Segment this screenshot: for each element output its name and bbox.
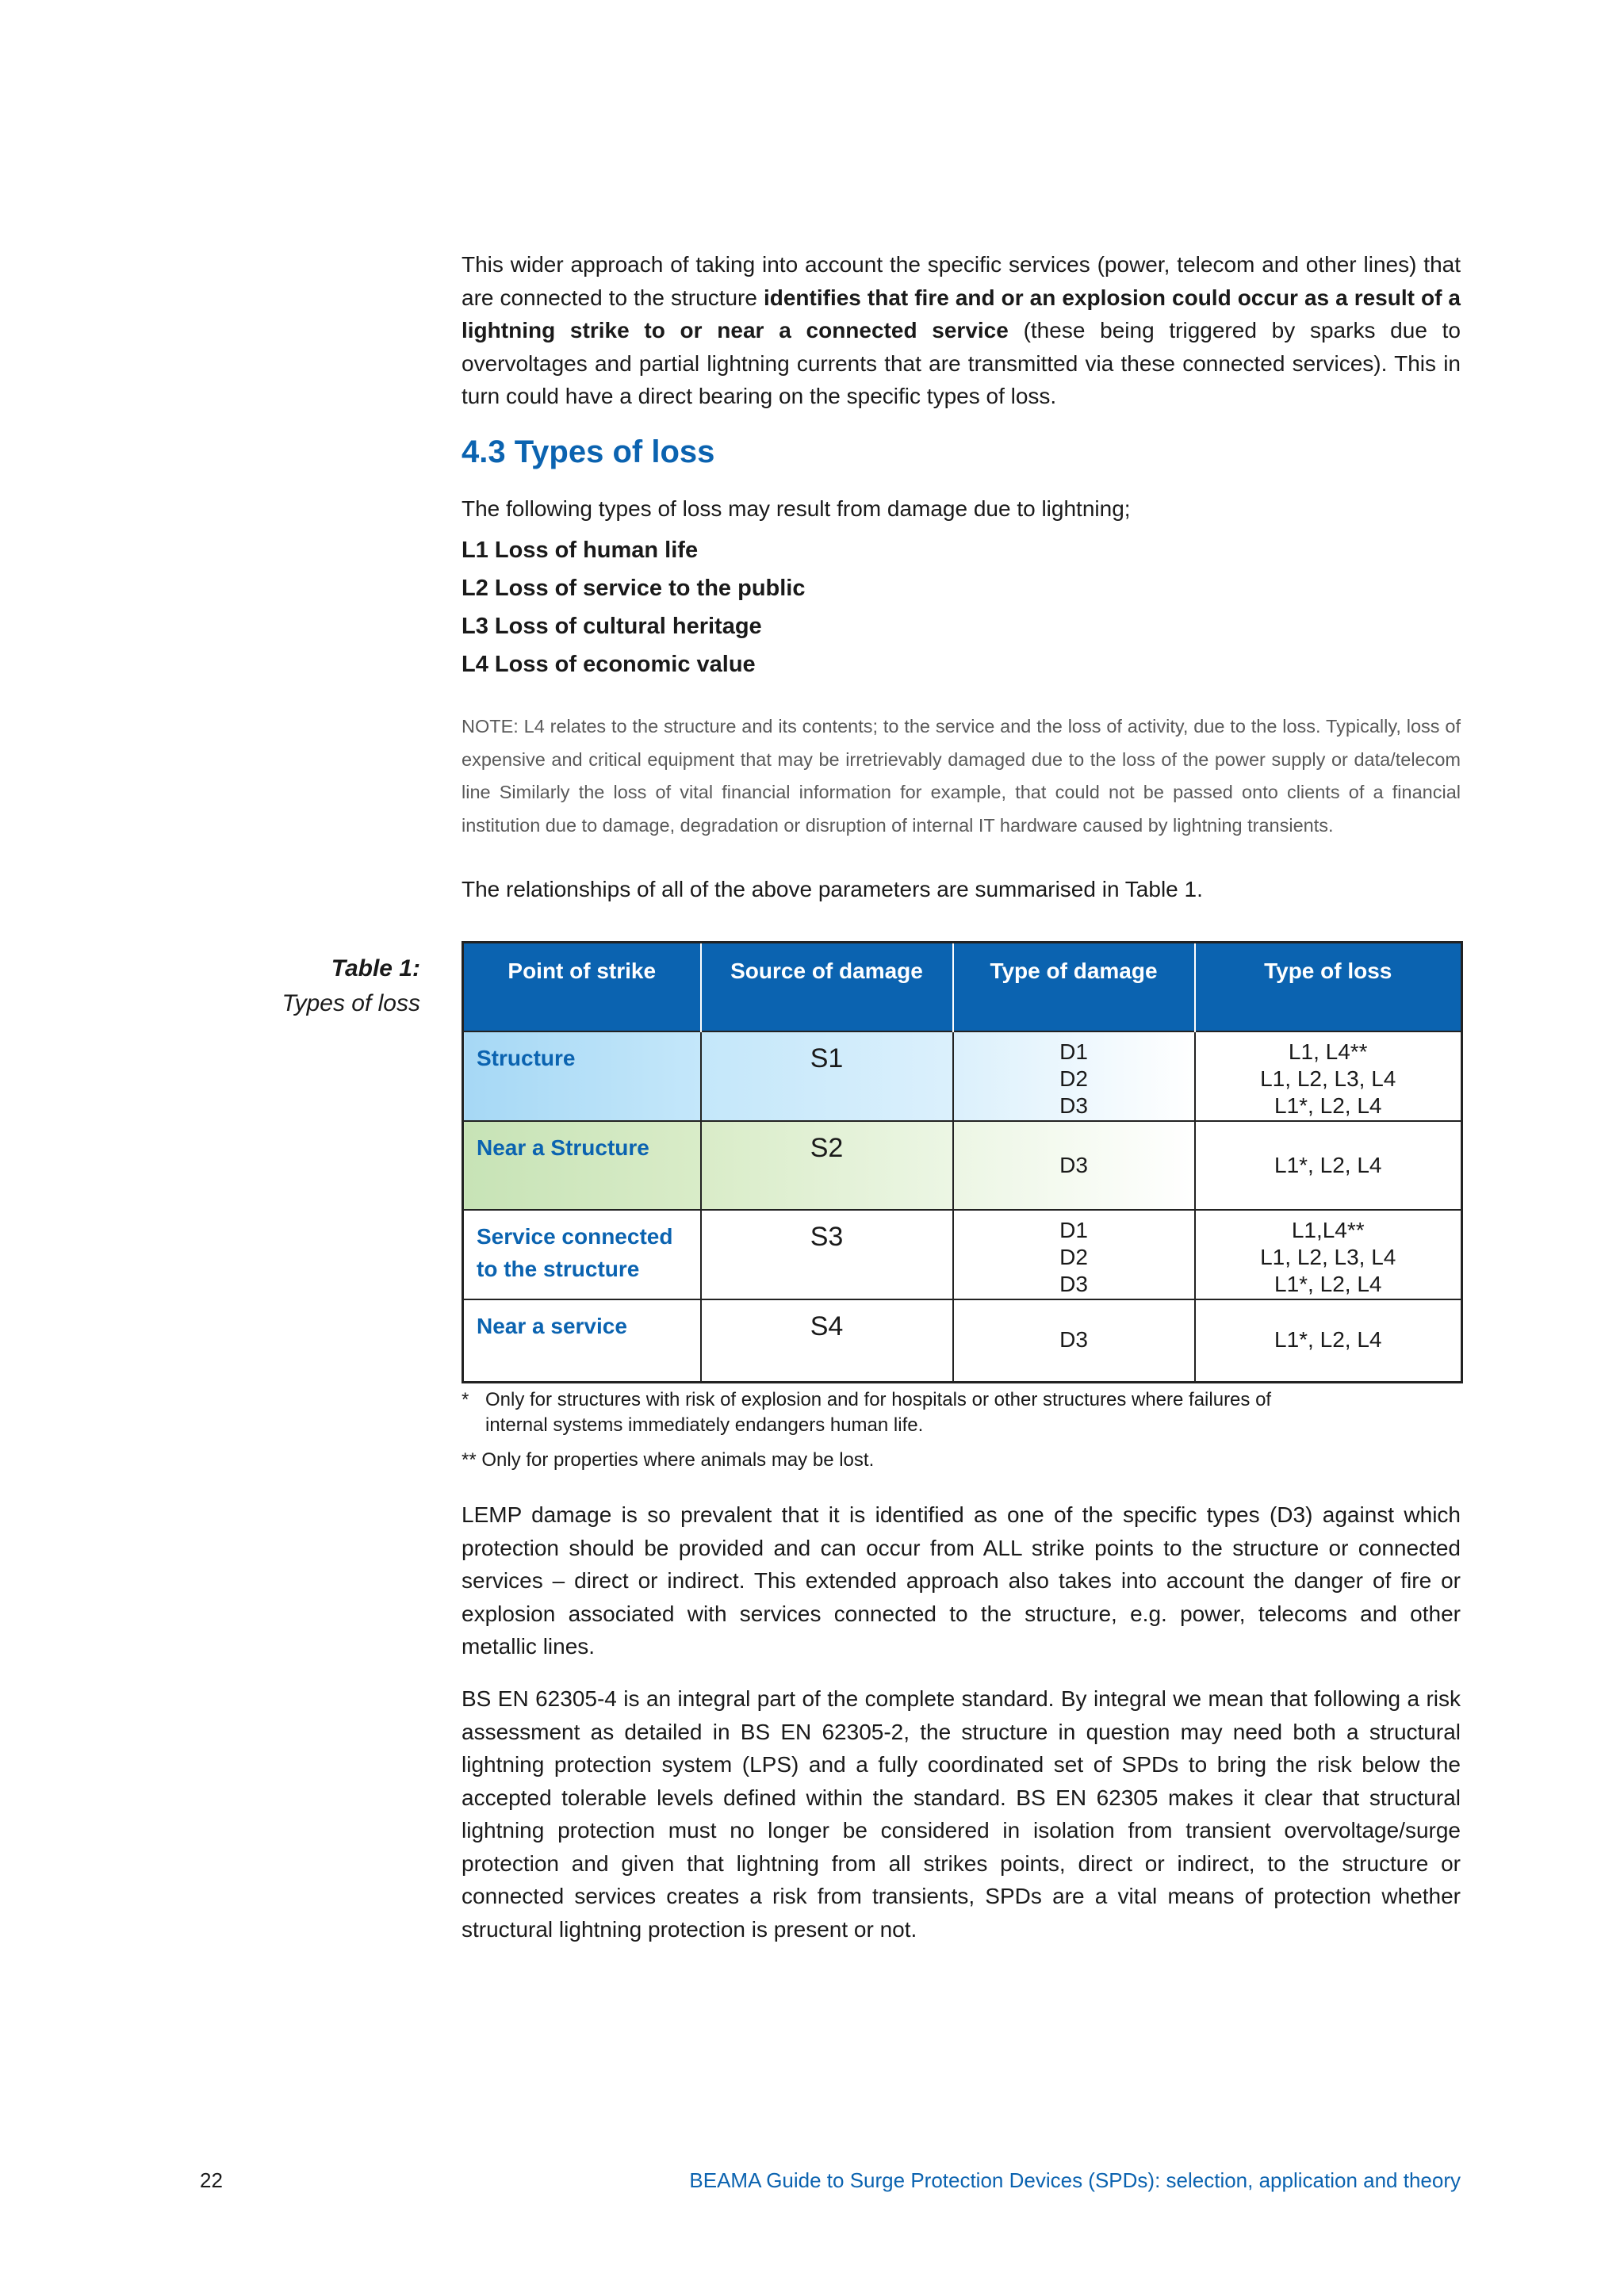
page-number: 22 [200,2168,223,2192]
type-of-damage-cell: D1 D2 D3 [953,1031,1195,1121]
table-row [463,1121,1462,1210]
header-type-of-loss: Type of loss [1195,943,1462,1032]
table-row [463,1210,1462,1299]
footer-title: BEAMA Guide to Surge Protection Devices (SPDs): selection, application and theory [689,2168,1461,2192]
intro-bold-text: identifies that fire and or an explosion could occur as a result of a lightning strike to or near a connected service [462,285,1461,342]
type-of-loss-cell: L1*, L2, L4 [1195,1299,1462,1382]
table-caption-title: Types of loss [282,990,420,1016]
table-row [463,1031,1462,1121]
point-of-strike-cell: Service connected to the structure [463,1210,701,1299]
point-of-strike-cell: Near a Structure [463,1121,701,1210]
bs-en-paragraph: BS EN 62305-4 is an integral part of the complete standard. By integral we mean that following a risk assessment as detailed in BS EN 62305-2, the structure in question may need both a structural lightning protection system (LPS) and a fully coordinated set of SPDs to bring the risk below the accepted tolerable levels defined within the standard. BS EN 62305 makes it clear that structural lightning protection must no longer be considered in isolation from transient overvoltage/surge protection and given that lightning from all strikes points, direct or indirect, to the structure or connected services creates a risk from transients, SPDs are a vital means of protection whether structural lightning protection is present or not. [462,1686,1461,1942]
loss-type-l3: L3 Loss of cultural heritage [462,614,762,639]
header-source-of-damage: Source of damage [701,943,953,1032]
section-title: 4.3 Types of loss [462,434,715,469]
loss-type-l2: L2 Loss of service to the public [462,576,806,601]
intro-paragraph: This wider approach of taking into account the specific services (power, telecom and other lines) that are connected to the structure identifies that fire and or an explosion could occur as a result of a lightning strike to or near a connected service (these being triggered by sparks due to overvoltages and partial lightning currents that are transmitted via these connected services). This in turn could have a direct bearing on the specific types of loss. [462,252,1461,408]
relationship-sentence: The relationships of all of the above parameters are summarised in Table 1. [462,877,1203,901]
source-of-damage-cell: S4 [701,1299,953,1382]
header-point-of-strike: Point of strike [463,943,701,1032]
loss-type-l1: L1 Loss of human life [462,538,699,563]
type-of-damage-cell: D3 [953,1121,1195,1210]
type-of-loss-cell: L1*, L2, L4 [1195,1121,1462,1210]
type-of-damage-cell: D3 [953,1299,1195,1382]
section-intro: The following types of loss may result from damage due to lightning; [462,496,1131,521]
source-of-damage-cell: S3 [701,1210,953,1299]
type-of-damage-cell: D1 D2 D3 [953,1210,1195,1299]
header-type-of-damage: Type of damage [953,943,1195,1032]
table-caption [238,951,420,1021]
types-of-loss-table [462,941,1463,1383]
lemp-paragraph: LEMP damage is so prevalent that it is identified as one of the specific types (D3) against which protection should be provided and can occur from ALL strike points to the structure or connected services – direct or indirect. This extended approach also takes into account the danger of fire or explosion associated with services connected to the structure, e.g. power, telecoms and other metallic lines. [462,1502,1461,1659]
footnote-single-asterisk: * Only for structures with risk of explosion and for hospitals or other structures where failures of internal systems immediately endangers human life. [462,1389,1272,1436]
loss-type-list [462,531,806,683]
table-header-row [463,943,1462,1032]
note-paragraph: NOTE: L4 relates to the structure and its contents; to the service and the loss of activity, due to the loss. Typically, loss of expensive and critical equipment that may be irretrievably damaged due to the loss of the power supply or data/telecom line Similarly the loss of vital financial information for example, that could not be passed onto clients of a financial institution due to damage, degradation or disruption of internal IT hardware caused by lightning transients. [462,716,1461,836]
loss-type-l4: L4 Loss of economic value [462,652,756,677]
type-of-loss-cell: L1, L4** L1, L2, L3, L4 L1*, L2, L4 [1195,1031,1462,1121]
point-of-strike-cell: Near a service [463,1299,701,1382]
table-caption-label: Table 1: [331,955,420,982]
source-of-damage-cell: S1 [701,1031,953,1121]
table-row [463,1299,1462,1382]
point-of-strike-cell: Structure [463,1031,701,1121]
source-of-damage-cell: S2 [701,1121,953,1210]
footnote-double-asterisk: ** Only for properties where animals may be lost. [462,1449,875,1471]
type-of-loss-cell: L1,L4** L1, L2, L3, L4 L1*, L2, L4 [1195,1210,1462,1299]
